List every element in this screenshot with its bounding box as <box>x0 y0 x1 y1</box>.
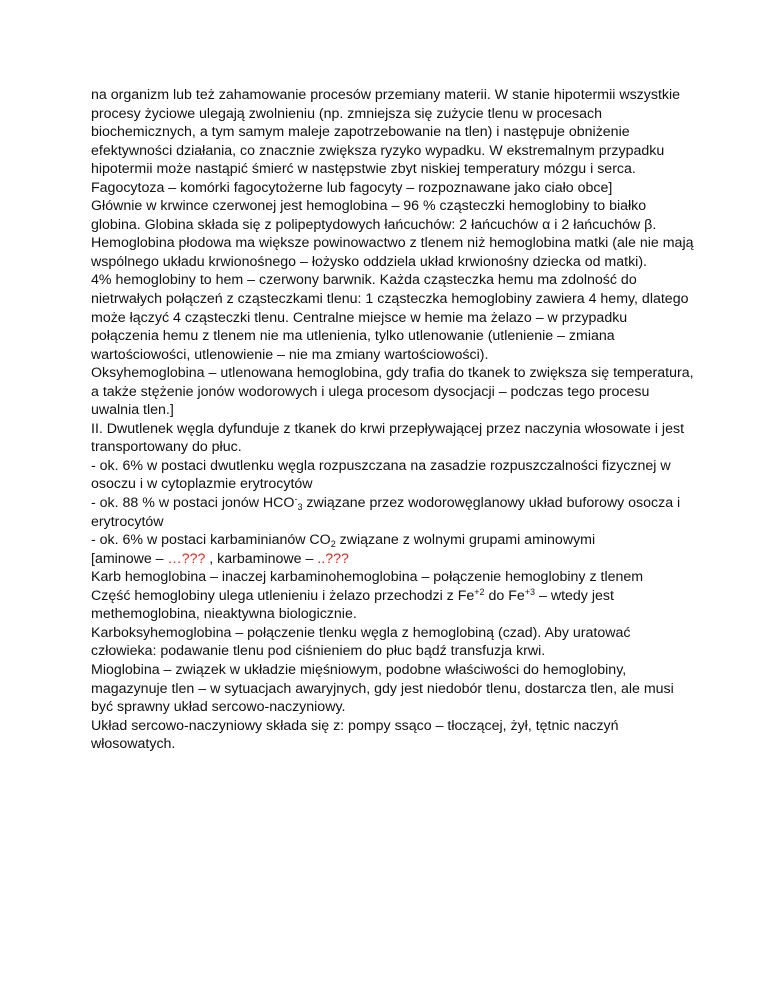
text-line: globina. Globina składa się z polipeptydowych łańcuchów: 2 łańcuchów α i 2 łańcuchów β. <box>91 216 657 233</box>
text-line: methemoglobina, nieaktywna biologicznie. <box>91 606 357 623</box>
co2-subscript: 2 <box>330 539 336 550</box>
co2-text-before: - ok. 6% w postaci karbaminianów CO <box>91 532 331 549</box>
text-line: człowieka: podawanie tlenu pod ciśnieniem do płuc bądź transfuzja krwi. <box>91 643 546 660</box>
text-line: Karb hemoglobina – inaczej karbaminohemoglobina – połączenie hemoglobiny z tlenem <box>91 569 644 586</box>
text-line: procesy życiowe ulegają zwolnieniu (np. zmniejsza się zużycie tlenu w procesach <box>91 105 602 122</box>
text-line: Głównie w krwince czerwonej jest hemoglobina – 96 % cząsteczki hemoglobiny to białko <box>91 198 647 215</box>
hco3-text-after: związane przez wodorowęglanowy układ buforowy osocza i <box>302 495 681 512</box>
text-line: Układ sercowo-naczyniowy składa się z: pompy ssąco – tłoczącej, żył, tętnic naczyń <box>91 717 619 734</box>
text-line: II. Dwutlenek węgla dyfunduje z tkanek do krwi przepływającej przez naczynia włosowate i jest <box>91 420 685 437</box>
text-line: a także stężenie jonów wodorowych i ulega procesom dysocjacji – podczas tego procesu <box>91 383 650 400</box>
co2-text-after: związane z wolnymi grupami aminowymi <box>335 532 596 549</box>
aminowe-line <box>91 550 681 569</box>
text-line: Hemoglobina płodowa ma większe powinowactwo z tlenem niż hemoglobina matki (ale nie mają <box>91 235 694 252</box>
question-marks-highlight: ..??? <box>317 550 349 567</box>
text-line: magazynuje tlen – w sytuacjach awaryjnych, gdy jest niedobór tlenu, dostarcza tlen, ale musi <box>91 680 674 697</box>
iron-oxidation-line <box>91 587 681 606</box>
text-line: osoczu i w cytoplazmie erytrocytów <box>91 476 313 493</box>
text-line: wartościowości, utlenowienie – nie ma zmiany wartościowości). <box>91 346 489 363</box>
hco3-line <box>91 494 681 513</box>
hco3-subscript: 3 <box>297 502 303 513</box>
aminowe-label: [aminowe – <box>91 550 168 567</box>
fe2-superscript: +2 <box>474 586 485 597</box>
text-line: połączenia hemu z tlenem nie ma utlenienia, tylko utlenowanie (utlenienie – zmiana <box>91 328 615 345</box>
text-line: może łączyć 4 cząsteczki tlenu. Centralne miejsce w hemie ma żelazo – w przypadku <box>91 309 628 326</box>
text-line: uwalnia tlen.] <box>91 402 174 419</box>
fe-text-after: – wtedy jest <box>535 587 614 604</box>
fe-text-before: Część hemoglobiny ulega utlenieniu i żelazo przechodzi z Fe <box>91 587 475 604</box>
document-page <box>91 86 694 754</box>
text-line: nietrwałych połączeń z cząsteczkami tlenu: 1 cząsteczka hemoglobiny zawiera 4 hemy, dlatego <box>91 291 689 308</box>
text-line: włosowatych. <box>91 736 176 753</box>
text-line: Mioglobina – związek w układzie mięśniowym, podobne właściwości do hemoglobiny, <box>91 661 627 678</box>
question-marks-highlight: …??? <box>167 550 206 567</box>
text-line: wspólnego układu krwionośnego – łożysko oddziela układ krwionośny dziecka od matki). <box>91 253 647 270</box>
text-line: biochemicznych, a tym samym maleje zapotrzebowanie na tlen) i następuje obniżenie <box>91 124 630 141</box>
text-line: erytrocytów <box>91 513 164 530</box>
text-line: być sprawny układ sercowo-naczyniowy. <box>91 699 346 716</box>
text-line: Fagocytoza – komórki fagocytożerne lub fagocyty – rozpoznawane jako ciało obce] <box>91 179 613 196</box>
text-line: - ok. 6% w postaci dwutlenku węgla rozpuszczana na zasadzie rozpuszczalności fizycznej w <box>91 457 671 474</box>
text-line: transportowany do płuc. <box>91 439 242 456</box>
text-line: 4% hemoglobiny to hem – czerwony barwnik. Każda cząsteczka hemu ma zdolność do <box>91 272 637 289</box>
hco3-superscript: - <box>294 494 298 505</box>
text-line: efektywności działania, co znacznie zwiększa ryzyko wypadku. W ekstremalnym przypadku <box>91 142 665 159</box>
hco3-text-before: - ok. 88 % w postaci jonów HCO <box>91 495 295 512</box>
text-line: Karboksyhemoglobina – połączenie tlenku węgla z hemoglobiną (czad). Aby uratować <box>91 624 631 641</box>
text-line: na organizm lub też zahamowanie procesów przemiany materii. W stanie hipotermii wszystkie <box>91 87 681 103</box>
fe-text-middle: do Fe <box>484 587 525 604</box>
karbaminowe-label: , karbaminowe – <box>205 550 318 567</box>
co2-line <box>91 531 681 550</box>
text-line: hipotermii może nastąpić śmierć w następstwie zbyt niskiej temperatury mózgu i serca. <box>91 161 636 178</box>
text-line: Oksyhemoglobina – utlenowana hemoglobina, gdy trafia do tkanek to zwiększa się temperatura, <box>91 365 694 382</box>
fe3-superscript: +3 <box>524 586 536 597</box>
